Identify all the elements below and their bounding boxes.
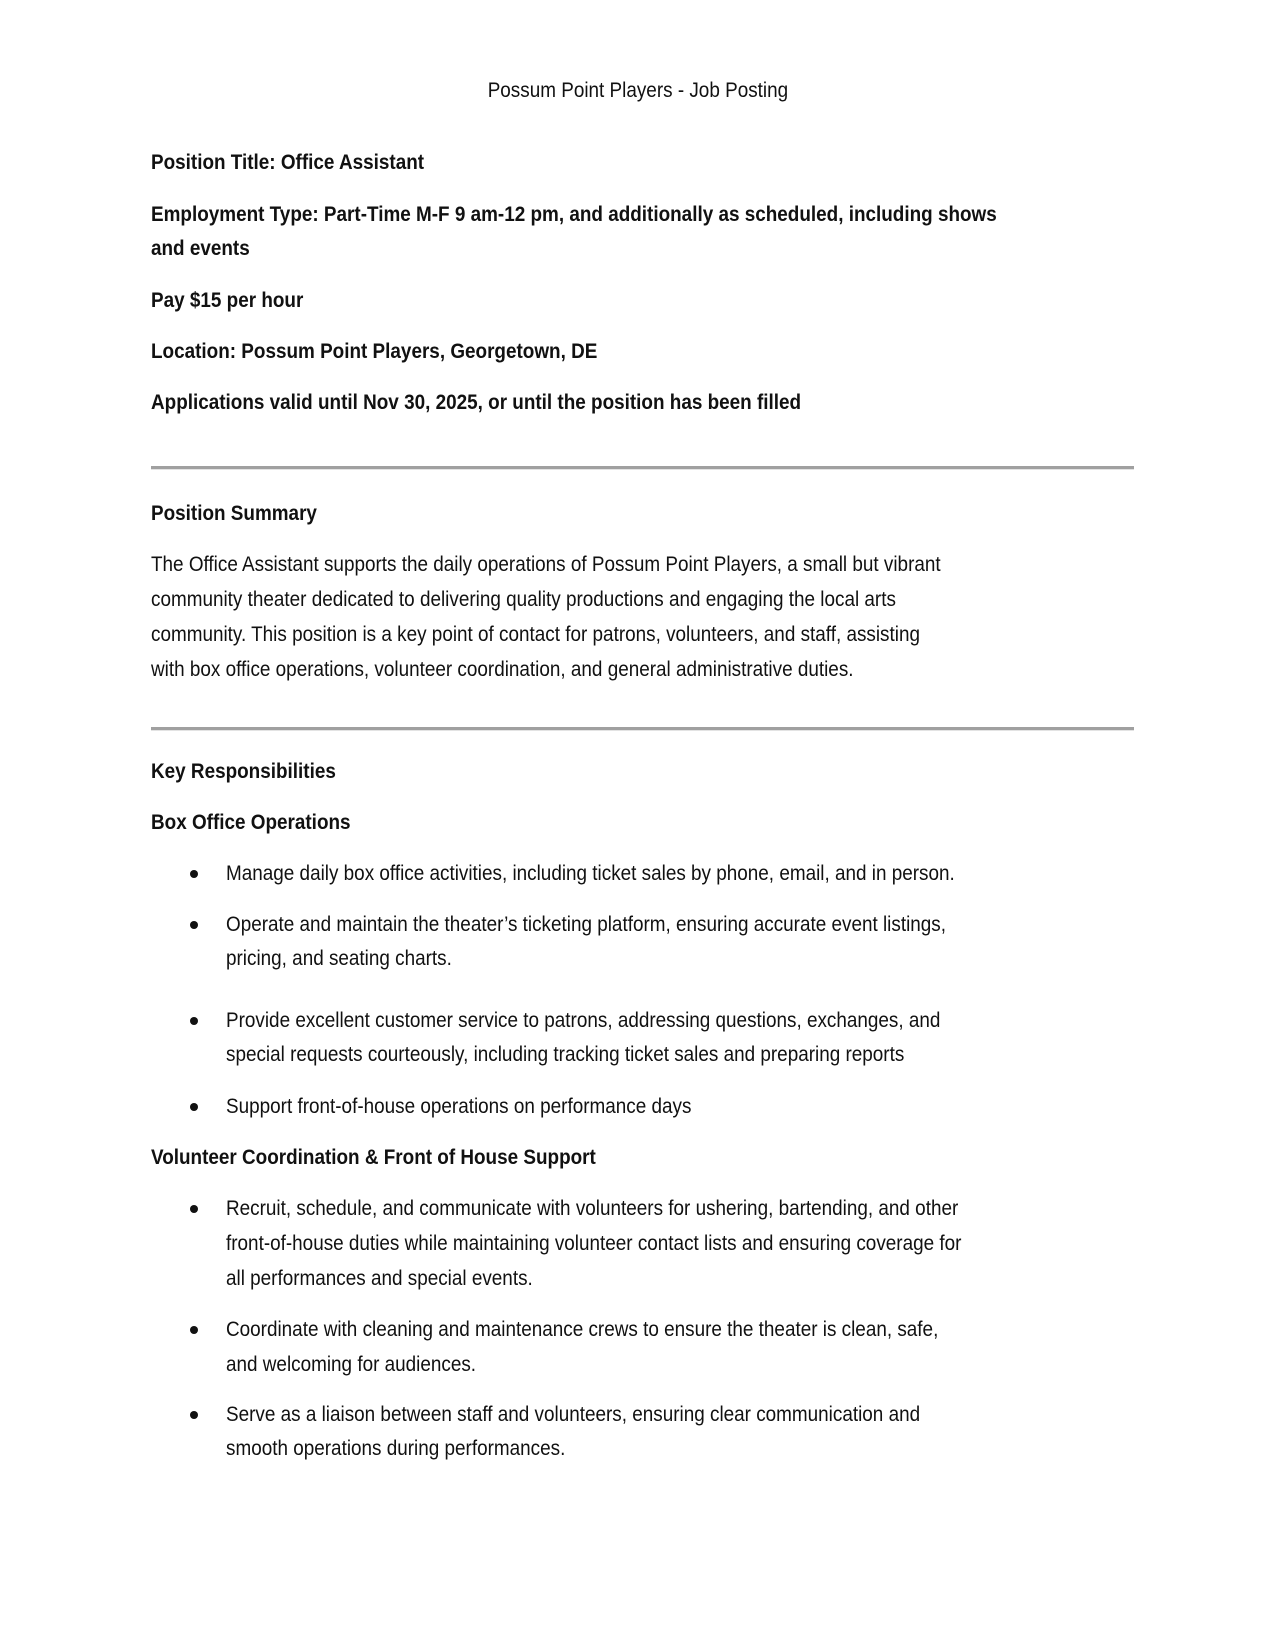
list-item-continued <box>226 1231 1043 1257</box>
horizontal-divider <box>151 727 1134 731</box>
bullet-icon <box>190 1205 198 1213</box>
list-item-continued <box>226 946 477 972</box>
location-field <box>151 339 647 365</box>
list-item-text: Provide excellent customer service to patrons, addressing questions, exchanges, and <box>226 1009 941 1032</box>
list-item-text: Serve as a liaison between staff and volunteers, ensuring clear communication and <box>226 1403 921 1426</box>
list-item-text: Coordinate with cleaning and maintenance crews to ensure the theater is clean, safe, <box>226 1318 939 1341</box>
employment-type-line-1: Employment Type: Part-Time M-F 9 am-12 pm, and additionally as scheduled, including shows <box>151 203 997 226</box>
list-item-text: pricing, and seating charts. <box>226 947 452 970</box>
document-title-text: Possum Point Players - Job Posting <box>487 79 788 102</box>
applications-deadline-field <box>151 390 873 416</box>
list-item-text: Support front-of-house operations on performance days <box>226 1095 692 1118</box>
volunteer-coordination-heading <box>151 1145 645 1171</box>
list-item <box>226 1402 997 1428</box>
list-item-text: Operate and maintain the theater’s ticketing platform, ensuring accurate event listings, <box>226 913 946 936</box>
horizontal-divider <box>151 466 1134 470</box>
list-item <box>226 1317 1017 1343</box>
bullet-icon <box>190 921 198 929</box>
summary-paragraph-line <box>151 657 932 683</box>
list-item <box>226 1094 743 1120</box>
applications-deadline-text: Applications valid until Nov 30, 2025, or until the position has been filled <box>151 391 802 414</box>
list-item-text: special requests courteously, including tracking ticket sales and preparing reports <box>226 1043 905 1066</box>
pay-field <box>151 288 320 314</box>
position-title-field <box>151 150 454 176</box>
summary-line-2: community theater dedicated to delivering quality productions and engaging the local arts <box>151 588 896 611</box>
key-responsibilities-heading <box>151 759 356 785</box>
position-title-text: Position Title: Office Assistant <box>151 151 425 174</box>
summary-line-1: The Office Assistant supports the daily operations of Possum Point Players, a small but vibrant <box>151 553 941 576</box>
list-item-text: front-of-house duties while maintaining volunteer contact lists and ensuring coverage for <box>226 1232 962 1255</box>
position-summary-heading-text: Position Summary <box>151 502 317 525</box>
list-item-text: Recruit, schedule, and communicate with volunteers for ushering, bartending, and other <box>226 1197 959 1220</box>
location-text: Location: Possum Point Players, Georgetown, DE <box>151 340 598 363</box>
summary-line-4: with box office operations, volunteer coordination, and general administrative duties. <box>151 658 854 681</box>
list-item-continued <box>226 1436 603 1462</box>
summary-line-3: community. This position is a key point of contact for patrons, volunteers, and staff, assisting <box>151 623 920 646</box>
summary-paragraph-line <box>151 622 1005 648</box>
list-item-continued <box>226 1352 504 1378</box>
pay-text: Pay $15 per hour <box>151 289 304 312</box>
list-item-text: smooth operations during performances. <box>226 1437 566 1460</box>
list-item <box>226 861 1036 887</box>
key-responsibilities-heading-text: Key Responsibilities <box>151 760 336 783</box>
list-item-text: Manage daily box office activities, including ticket sales by phone, email, and in person. <box>226 862 955 885</box>
employment-type-field-continued <box>151 236 261 262</box>
volunteer-coordination-heading-text: Volunteer Coordination & Front of House Support <box>151 1146 596 1169</box>
box-office-operations-heading-text: Box Office Operations <box>151 811 351 834</box>
summary-paragraph-line <box>151 552 1028 578</box>
box-office-operations-heading <box>151 810 373 836</box>
list-item <box>226 1008 1020 1034</box>
employment-type-field <box>151 202 1091 228</box>
bullet-icon <box>190 1326 198 1334</box>
list-item-text: and welcoming for audiences. <box>226 1353 477 1376</box>
list-item-text: all performances and special events. <box>226 1267 533 1290</box>
bullet-icon <box>190 1017 198 1025</box>
list-item <box>226 1196 1040 1222</box>
bullet-icon <box>190 870 198 878</box>
employment-type-line-2: and events <box>151 237 250 260</box>
position-summary-heading <box>151 501 335 527</box>
summary-paragraph-line <box>151 587 979 613</box>
list-item-continued <box>226 1042 980 1068</box>
bullet-icon <box>190 1411 198 1419</box>
list-item-continued <box>226 1266 567 1292</box>
list-item <box>226 912 1026 938</box>
bullet-icon <box>190 1103 198 1111</box>
document-title <box>0 78 1275 104</box>
